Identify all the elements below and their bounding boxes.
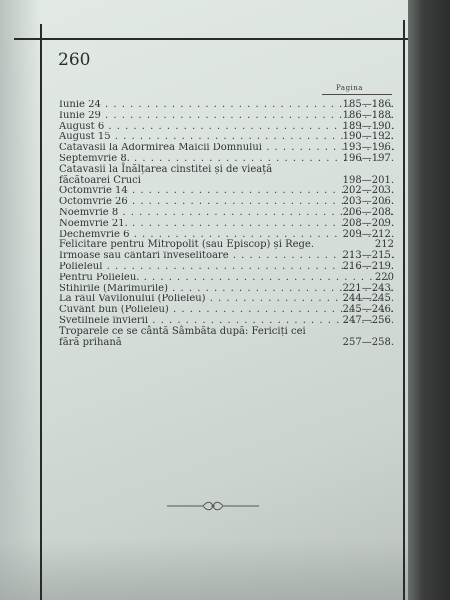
ornament-divider-icon [165, 500, 261, 512]
toc-entry-title: August 6 . . . [59, 122, 394, 133]
toc-entry-title: Noemvrie 8 . . . [59, 208, 394, 219]
toc-entry [59, 262, 394, 273]
toc-entry-pages: 257—258. [342, 336, 394, 348]
toc-entry-title: Polieleul . . . [59, 262, 394, 273]
column-header: Pagina [336, 84, 363, 92]
page-number: 260 [58, 50, 91, 70]
page-shadow-left [0, 0, 40, 600]
table-of-contents [59, 100, 394, 348]
toc-entry-pages: 185—186. [342, 99, 394, 110]
toc-entry-title: Iunie 29 . . . [59, 111, 394, 122]
toc-entry-pages: 193—196. [342, 142, 394, 154]
toc-entry-pages: 209—212. [342, 228, 394, 240]
toc-entry-pages: 198—201. [342, 174, 394, 186]
toc-entry-title: Svetilnele învierii . . . [59, 316, 394, 327]
toc-entry-pages: 189—190. [342, 120, 394, 132]
toc-entry [59, 219, 394, 230]
toc-entry-pages: 245—246. [342, 304, 394, 316]
toc-entry [59, 165, 394, 187]
toc-entry-pages: 203—206. [342, 196, 394, 208]
toc-entry-title: Catavasii la Înălțarea cinstitei și de vieață făcătoarei Cruci [59, 163, 273, 186]
toc-entry-title: Noemvrie 21. . . . [59, 219, 394, 230]
book-spine-edge [408, 0, 450, 600]
toc-entry-pages: 244—245. [342, 293, 394, 305]
toc-entry-title: Septemvrie 8. . . . [59, 154, 394, 165]
page-shadow-bottom [0, 540, 450, 600]
toc-entry-pages: 212 [374, 239, 394, 251]
toc-entry-title: Dechemvrie 6 . . . [59, 230, 394, 241]
toc-entry-title: Stihirile (Mărimurile) . . . [59, 284, 394, 295]
toc-entry-pages: 202—203. [342, 185, 394, 197]
frame-right-rule [403, 20, 405, 600]
column-header-rule [322, 94, 392, 95]
toc-entry-title: La râul Vavilonului (Polieleu) . . . [59, 294, 394, 305]
toc-entry-pages: 196—197. [342, 152, 394, 164]
toc-entry-pages: 220 [374, 271, 394, 283]
toc-entry-pages: 208—209. [342, 217, 394, 229]
toc-entry-pages: 221—243. [342, 282, 394, 294]
toc-entry-pages: 216—219. [342, 260, 394, 272]
toc-entry [59, 327, 394, 349]
toc-entry-title: Cuvânt bun (Polieleu) . . . [59, 305, 394, 316]
toc-entry [59, 111, 394, 122]
frame-left-rule [40, 24, 42, 600]
toc-entry-title: Felicitare pentru Mitropolit (sau Episcop) și Rege. [59, 239, 315, 251]
toc-entry [59, 273, 394, 284]
toc-entry-pages: 186—188. [342, 109, 394, 121]
toc-entry-pages: 247—256. [342, 314, 394, 326]
toc-entry-pages: 206—208. [342, 206, 394, 218]
toc-entry-title: August 15 . . . [59, 132, 394, 143]
toc-entry-title: Troparele ce se cântă Sâmbăta după: Fericiți cei fără prihană [59, 325, 306, 348]
toc-entry-title: Octomvrie 26 . . . [59, 197, 394, 208]
frame-top-rule [14, 38, 408, 40]
toc-entry-title: Iunie 24 . . . [59, 100, 394, 111]
toc-entry-title: Octomvrie 14 . . . [59, 186, 394, 197]
toc-entry-pages: 213—215. [342, 250, 394, 262]
toc-entry-title: Catavasii la Adormirea Maicii Domnului . . . [59, 143, 394, 154]
toc-entry-title: Irmoase sau cântări înveselitoare . . . [59, 251, 394, 262]
toc-entry-title: Pentru Polieleu. . . . [59, 273, 394, 284]
toc-entry-pages: 190—192. [342, 131, 394, 143]
